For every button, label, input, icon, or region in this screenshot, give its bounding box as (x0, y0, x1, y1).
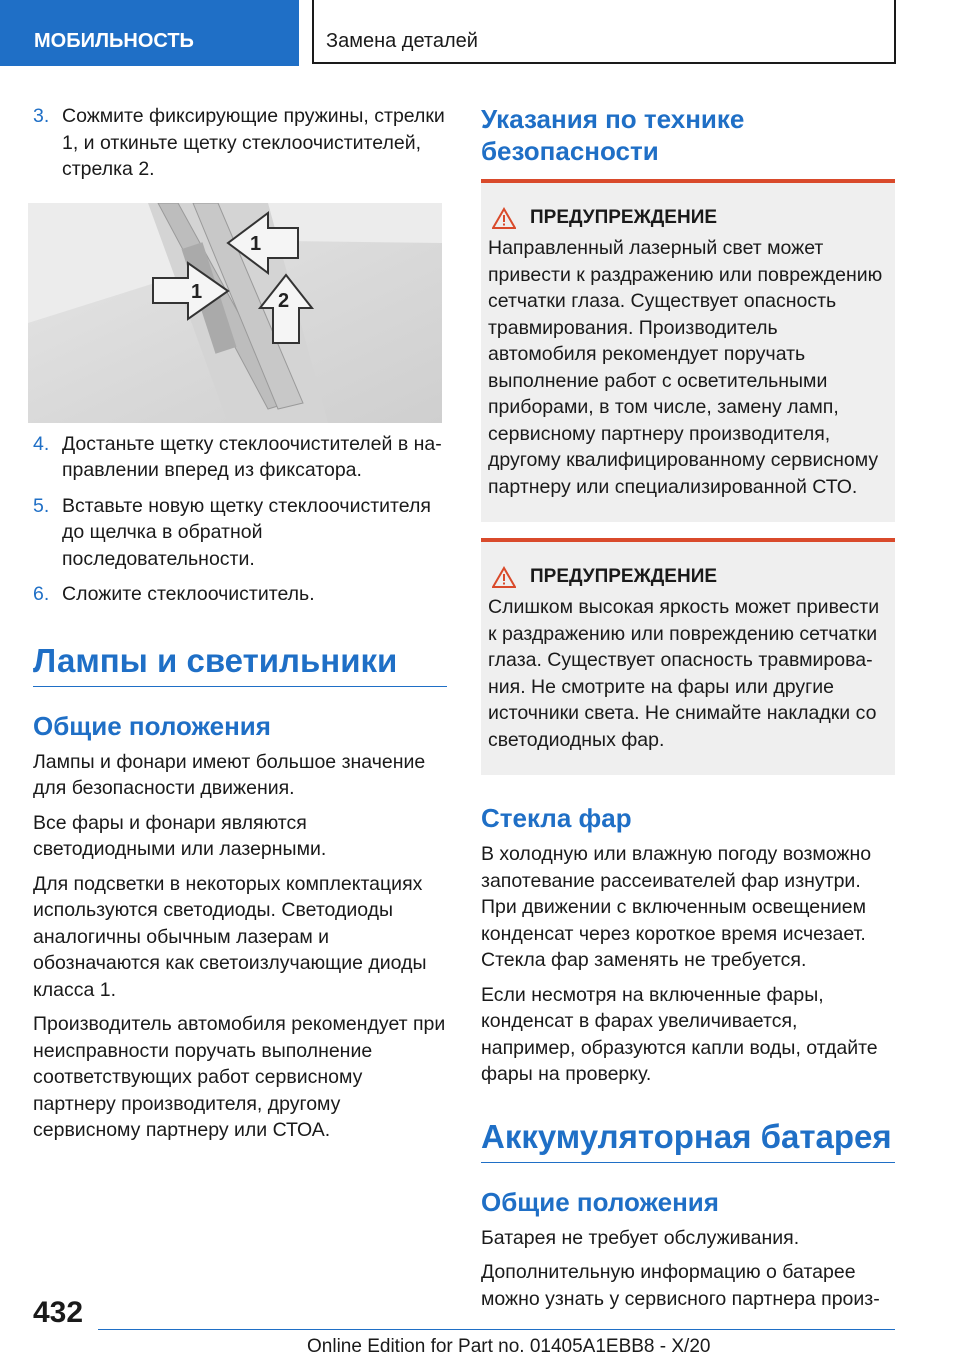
step-text: Сожмите фиксирующие пружины, стрелки 1, и откиньте щетку стеклоочистителей, стрелка 2. (62, 105, 445, 180)
header-chapter: Замена деталей (312, 0, 896, 64)
arrow-label: 2 (278, 289, 290, 312)
header-section: МОБИЛЬНОСТЬ (0, 0, 299, 66)
paragraph: Дополнительную информацию о батарее можно узнать у сервисного партнера произ- (481, 1261, 880, 1310)
warning-text: Направленный лазерный свет может привести к раздражению или повреждению сетчатки глаза. Существует опасность травмирования. Производитель автомобиля рекомендует поручать выполнение работ с осветительными приборами, в том числе, замену ламп, сервисному партнеру производителя, другому квалифицированному сервисному партнеру или специализированной СТО. (488, 237, 883, 498)
warning-box (481, 179, 895, 522)
step-6 (33, 581, 447, 608)
step-5 (33, 493, 447, 573)
paragraph: Для подсветки в некоторых комплектациях используются светодиоды. Светодиоды аналогичны обычным лазерам и обозначаются как светоизлучающие диоды класса 1. (33, 872, 427, 1001)
section-title-lamps: Лампы и светильники (33, 642, 447, 687)
footer-divider (98, 1329, 895, 1330)
subsection-title-general: Общие положения (33, 710, 271, 741)
warning-heading (488, 566, 885, 588)
step-text: Сложите стеклоочиститель. (62, 583, 315, 605)
warning-heading (488, 207, 885, 229)
section-title-safety: Указания по технике безопасности (481, 104, 745, 166)
paragraph: Если несмотря на включенные фары, конденсат в фарах увеличивается, например, образуются капли воды, отдайте фары на проверку. (481, 983, 878, 1085)
step-text: Достаньте щетку стеклоочистителей в направлении вперед из фиксатора. (62, 432, 442, 481)
step-3 (33, 103, 447, 183)
paragraph: Лампы и фонари имеют большое значение для безопасности движения. (33, 750, 426, 799)
warning-text: Слишком высокая яркость может привести к раздражению или повреждению сетчатки глаза. Существует опасность травмирования. Не смотрите на фары или другие источники света. Не снимайте накладки со светодиодных фар. (488, 596, 880, 751)
warning-box (481, 538, 895, 775)
warning-title: ПРЕДУПРЕЖДЕНИЕ (530, 207, 718, 228)
step-text: Вставьте новую щетку стеклоочистителя до щелчка в обратной последовательности. (62, 494, 431, 570)
warning-triangle-icon (492, 207, 516, 229)
step-number: 6. (33, 583, 50, 605)
left-column (33, 103, 447, 1152)
warning-triangle-icon (492, 566, 516, 588)
step-4 (33, 431, 447, 484)
arrow-label: 1 (191, 280, 203, 303)
step-number: 4. (33, 432, 50, 455)
paragraph: Все фары и фонари являются светодиодными или лазерными. (33, 811, 327, 860)
step-number: 3. (33, 105, 50, 127)
paragraph: Производитель автомобиля рекомендует при неисправности поручать выполнение соответствующих работ сервисному партнеру производителя, другому сервисному партнеру или СТОА. (33, 1013, 446, 1141)
section-title-battery: Аккумуляторная батарея (481, 1118, 895, 1163)
step-number: 5. (33, 494, 50, 517)
subsection-title-battery-general: Общие положения (481, 1186, 719, 1217)
page-number: 432 (33, 1296, 84, 1329)
subsection-title-glass: Стекла фар (481, 803, 632, 833)
wiper-illustration (28, 203, 442, 423)
paragraph: В холодную или влажную погоду возможно запотевание рассеивателей фар изнутри. При движении с включенным освещением конденсат через короткое время исчезает. Стекла фар заменять не требуется. (481, 843, 872, 971)
arrow-label: 1 (250, 232, 262, 255)
footer-edition: Online Edition for Part no. 01405A1EBB8 - X/20 (307, 1336, 711, 1357)
warning-title: ПРЕДУПРЕЖДЕНИЕ (530, 566, 718, 587)
right-column (481, 103, 895, 1320)
paragraph: Батарея не требует обслуживания. (481, 1226, 800, 1249)
